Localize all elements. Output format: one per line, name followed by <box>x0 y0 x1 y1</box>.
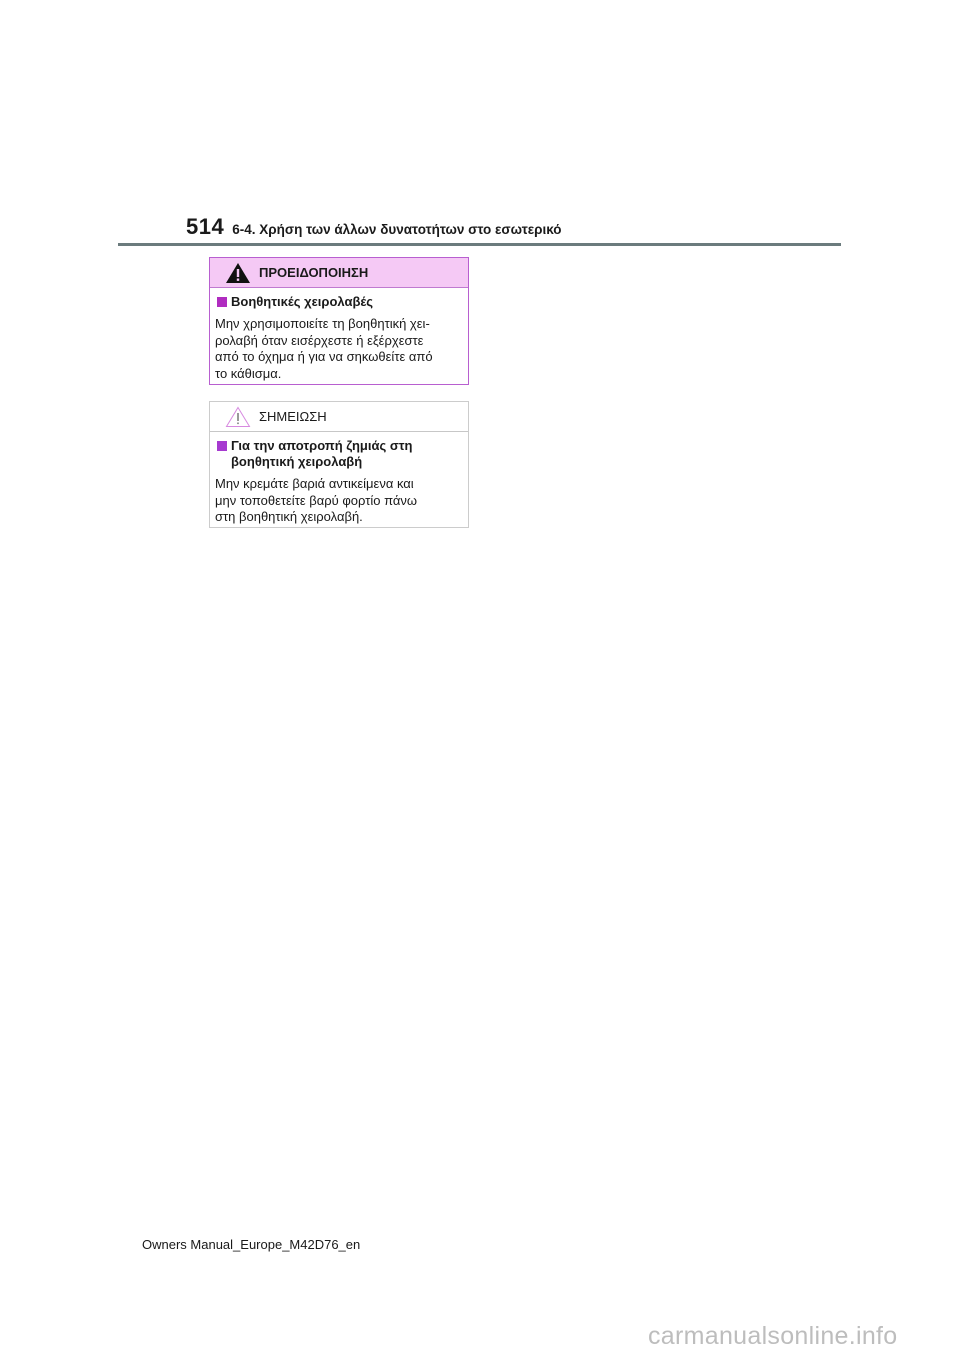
note-line: μην τοποθετείτε βαρύ φορτίο πάνω <box>215 492 418 508</box>
warning-triangle-icon <box>225 262 251 284</box>
note-line: στη βοηθητική χειρολαβή. <box>215 509 363 524</box>
footer-text: Owners Manual_Europe_M42D76_en <box>142 1237 361 1252</box>
note-subheading-text <box>231 438 412 470</box>
note-subheading-line: Για την αποτροπή ζημιάς στη <box>231 438 413 453</box>
note-box <box>209 401 469 528</box>
note-subheading-line: βοηθητική χειρολαβή <box>231 454 363 469</box>
note-box-header <box>210 402 468 432</box>
caution-triangle-outline-icon <box>225 406 251 428</box>
warning-subheading-text: Βοηθητικές χειρολαβές <box>231 294 374 309</box>
warning-line: από το όχημα ή για να σηκωθείτε από <box>215 349 433 364</box>
header-divider <box>118 243 841 246</box>
bullet-square-icon <box>217 297 227 307</box>
warning-body <box>215 316 463 382</box>
note-body <box>215 476 463 526</box>
note-subheading <box>215 438 463 470</box>
section-title: 6-4. Χρήση των άλλων δυνατοτήτων στο εσωτερικό <box>232 222 562 237</box>
warning-box <box>209 257 469 385</box>
warning-line: Μην χρησιμοποιείτε τη βοηθητική χει- <box>215 316 430 331</box>
watermark: carmanualsonline.info <box>648 1322 898 1350</box>
warning-line: ρολαβή όταν εισέρχεστε ή εξέρχεστε <box>215 332 424 348</box>
note-line: Μην κρεμάτε βαριά αντικείμενα και <box>215 476 414 491</box>
warning-subheading <box>215 294 463 310</box>
page-number: 514 <box>186 214 225 239</box>
bullet-square-icon <box>217 441 227 451</box>
warning-line: το κάθισμα. <box>215 365 282 381</box>
page-header <box>186 214 562 242</box>
warning-title: ΠΡΟΕΙΔΟΠΟΙΗΣΗ <box>259 265 369 280</box>
warning-box-header <box>210 258 468 288</box>
note-title: ΣΗΜΕΙΩΣΗ <box>259 409 327 424</box>
